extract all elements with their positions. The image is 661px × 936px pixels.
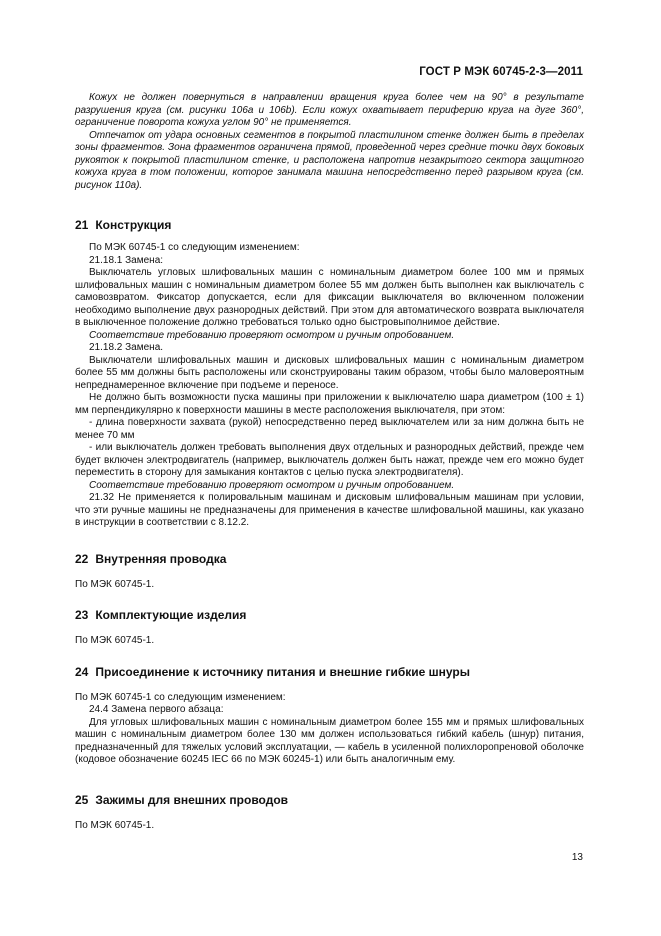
section-21-paragraph-7: Не должно быть возможности пуска машины при приложении к выключателю шара диаметром (100 ± 1) мм перпендикулярно к поверхности машины в месте расположения выключателя, при этом: xyxy=(75,392,584,416)
section-21-paragraph-4: Соответствие требованию проверяют осмотром и ручным опробованием. xyxy=(89,329,455,341)
section-24-paragraph-3: Для угловых шлифовальных машин с номинальным диаметром более 155 мм и прямых шлифовальных машин с номинальным диаметром более 130 мм должен использоваться гибкий кабель (шнур) питания, предназначенный для тяжелых условий эксплуатации, — кабель в усиленной полихлоропреновой оболочке (кодовое обозначение 60245 IEC 66 по МЭК 60245-1) или быть аналогичным ему. xyxy=(75,716,584,765)
section-21-title: Конструкция xyxy=(95,218,172,232)
section-22-title: Внутренняя проводка xyxy=(95,551,227,566)
section-25-heading xyxy=(75,793,584,807)
section-21-paragraph-6: Выключатели шлифовальных машин и дисковых шлифовальных машин с номинальным диаметром более 55 мм должны быть расположены или сконструированы таким образом, чтобы было маловероятным непреднамеренное включение при подъеме и переносе. xyxy=(75,354,584,391)
section-21-number: 21 xyxy=(75,218,89,232)
intro-paragraph-1: Кожух не должен повернуться в направлении вращения круга более чем на 90° в результате разрушения круга (см. рисунки 106а и 106b). Если кожух охватывает периферию круга на дуге 360°, ограничение поворота кожуха углом 90° не применяется. xyxy=(75,92,584,128)
document-body xyxy=(75,92,584,832)
section-21-paragraph-2: 21.18.1 Замена: xyxy=(89,254,164,266)
section-24-number: 24 xyxy=(75,664,89,679)
page-number: 13 xyxy=(571,852,583,863)
intro-paragraph-2: Отпечаток от удара основных сегментов в покрытой пластилином стенке должен быть в пределах зоны фрагментов. Зона фрагментов ограничена прямой, проведенной через средние точки двух боковых рукояток к покрытой пластилином стенке, и расположена напротив незакрытого сектора защитного кожуха круга в том положении, которое занимала машина непосредственно перед разрывом круга (см. рисунок 110а). xyxy=(75,129,584,191)
section-24-body xyxy=(75,692,584,767)
section-23-title: Комплектующие изделия xyxy=(95,608,247,622)
section-23-paragraph-1: По МЭК 60745-1. xyxy=(75,635,155,646)
section-24-paragraph-1: По МЭК 60745-1 со следующим изменением: xyxy=(75,691,286,703)
section-22-heading xyxy=(75,552,584,566)
section-21-paragraph-3: Выключатель угловых шлифовальных машин с номинальным диаметром более 100 мм и прямых шлифовальных машин с номинальным диаметром более 55 мм должен быть выполнен как выключатель с самовозвратом. Фиксатор допускается, если для фиксации выключателя во включенном положении необходимо выполнение двух разнородных действий. При этом для автоматического возврата выключателя в выключенное положение должно требоваться только одно быстровыполнимое действие. xyxy=(75,267,584,328)
section-22-number: 22 xyxy=(75,551,89,566)
section-23-number: 23 xyxy=(75,608,89,622)
section-24-heading xyxy=(75,665,584,679)
section-24-paragraph-2: 24.4 Замена первого абзаца: xyxy=(89,704,224,715)
section-21-heading xyxy=(75,218,584,232)
section-25-paragraph-1: По МЭК 60745-1. xyxy=(75,819,155,831)
section-24-title: Присоединение к источнику питания и внешние гибкие шнуры xyxy=(95,664,470,679)
section-23-heading xyxy=(75,608,584,622)
section-25-title: Зажимы для внешних проводов xyxy=(95,792,289,807)
section-21-paragraph-8: - длина поверхности захвата (рукой) непосредственно перед выключателем или за ним должна быть не менее 70 мм xyxy=(75,417,584,441)
section-21-paragraph-11: 21.32 Не применяется к полировальным машинам и дисковым шлифовальным машинам при условии, что эти ручные машины не предназначены для применения в качестве шлифовальной машины, как указано в инструкции в соответствии с 8.12.2. xyxy=(75,492,584,528)
section-21-paragraph-9: - или выключатель должен требовать выполнения двух отдельных и разнородных действий, прежде чем будет включен электродвигатель (например, выключатель должен быть нажат, прежде чем его можно будет переместить в сторону для замыкания контактов с целью пуска электродвигателя). xyxy=(75,442,584,478)
section-22-paragraph-1: По МЭК 60745-1. xyxy=(75,578,155,590)
document-header: ГОСТ Р МЭК 60745-2-3—2011 xyxy=(419,66,583,78)
section-21-paragraph-10: Соответствие требованию проверяют осмотром и ручным опробованием. xyxy=(89,479,455,491)
section-21-paragraph-5: 21.18.2 Замена. xyxy=(89,342,164,353)
section-25-number: 25 xyxy=(75,792,89,807)
section-21-paragraph-1: По МЭК 60745-1 со следующим изменением: xyxy=(89,242,300,253)
section-21-body xyxy=(75,242,584,530)
